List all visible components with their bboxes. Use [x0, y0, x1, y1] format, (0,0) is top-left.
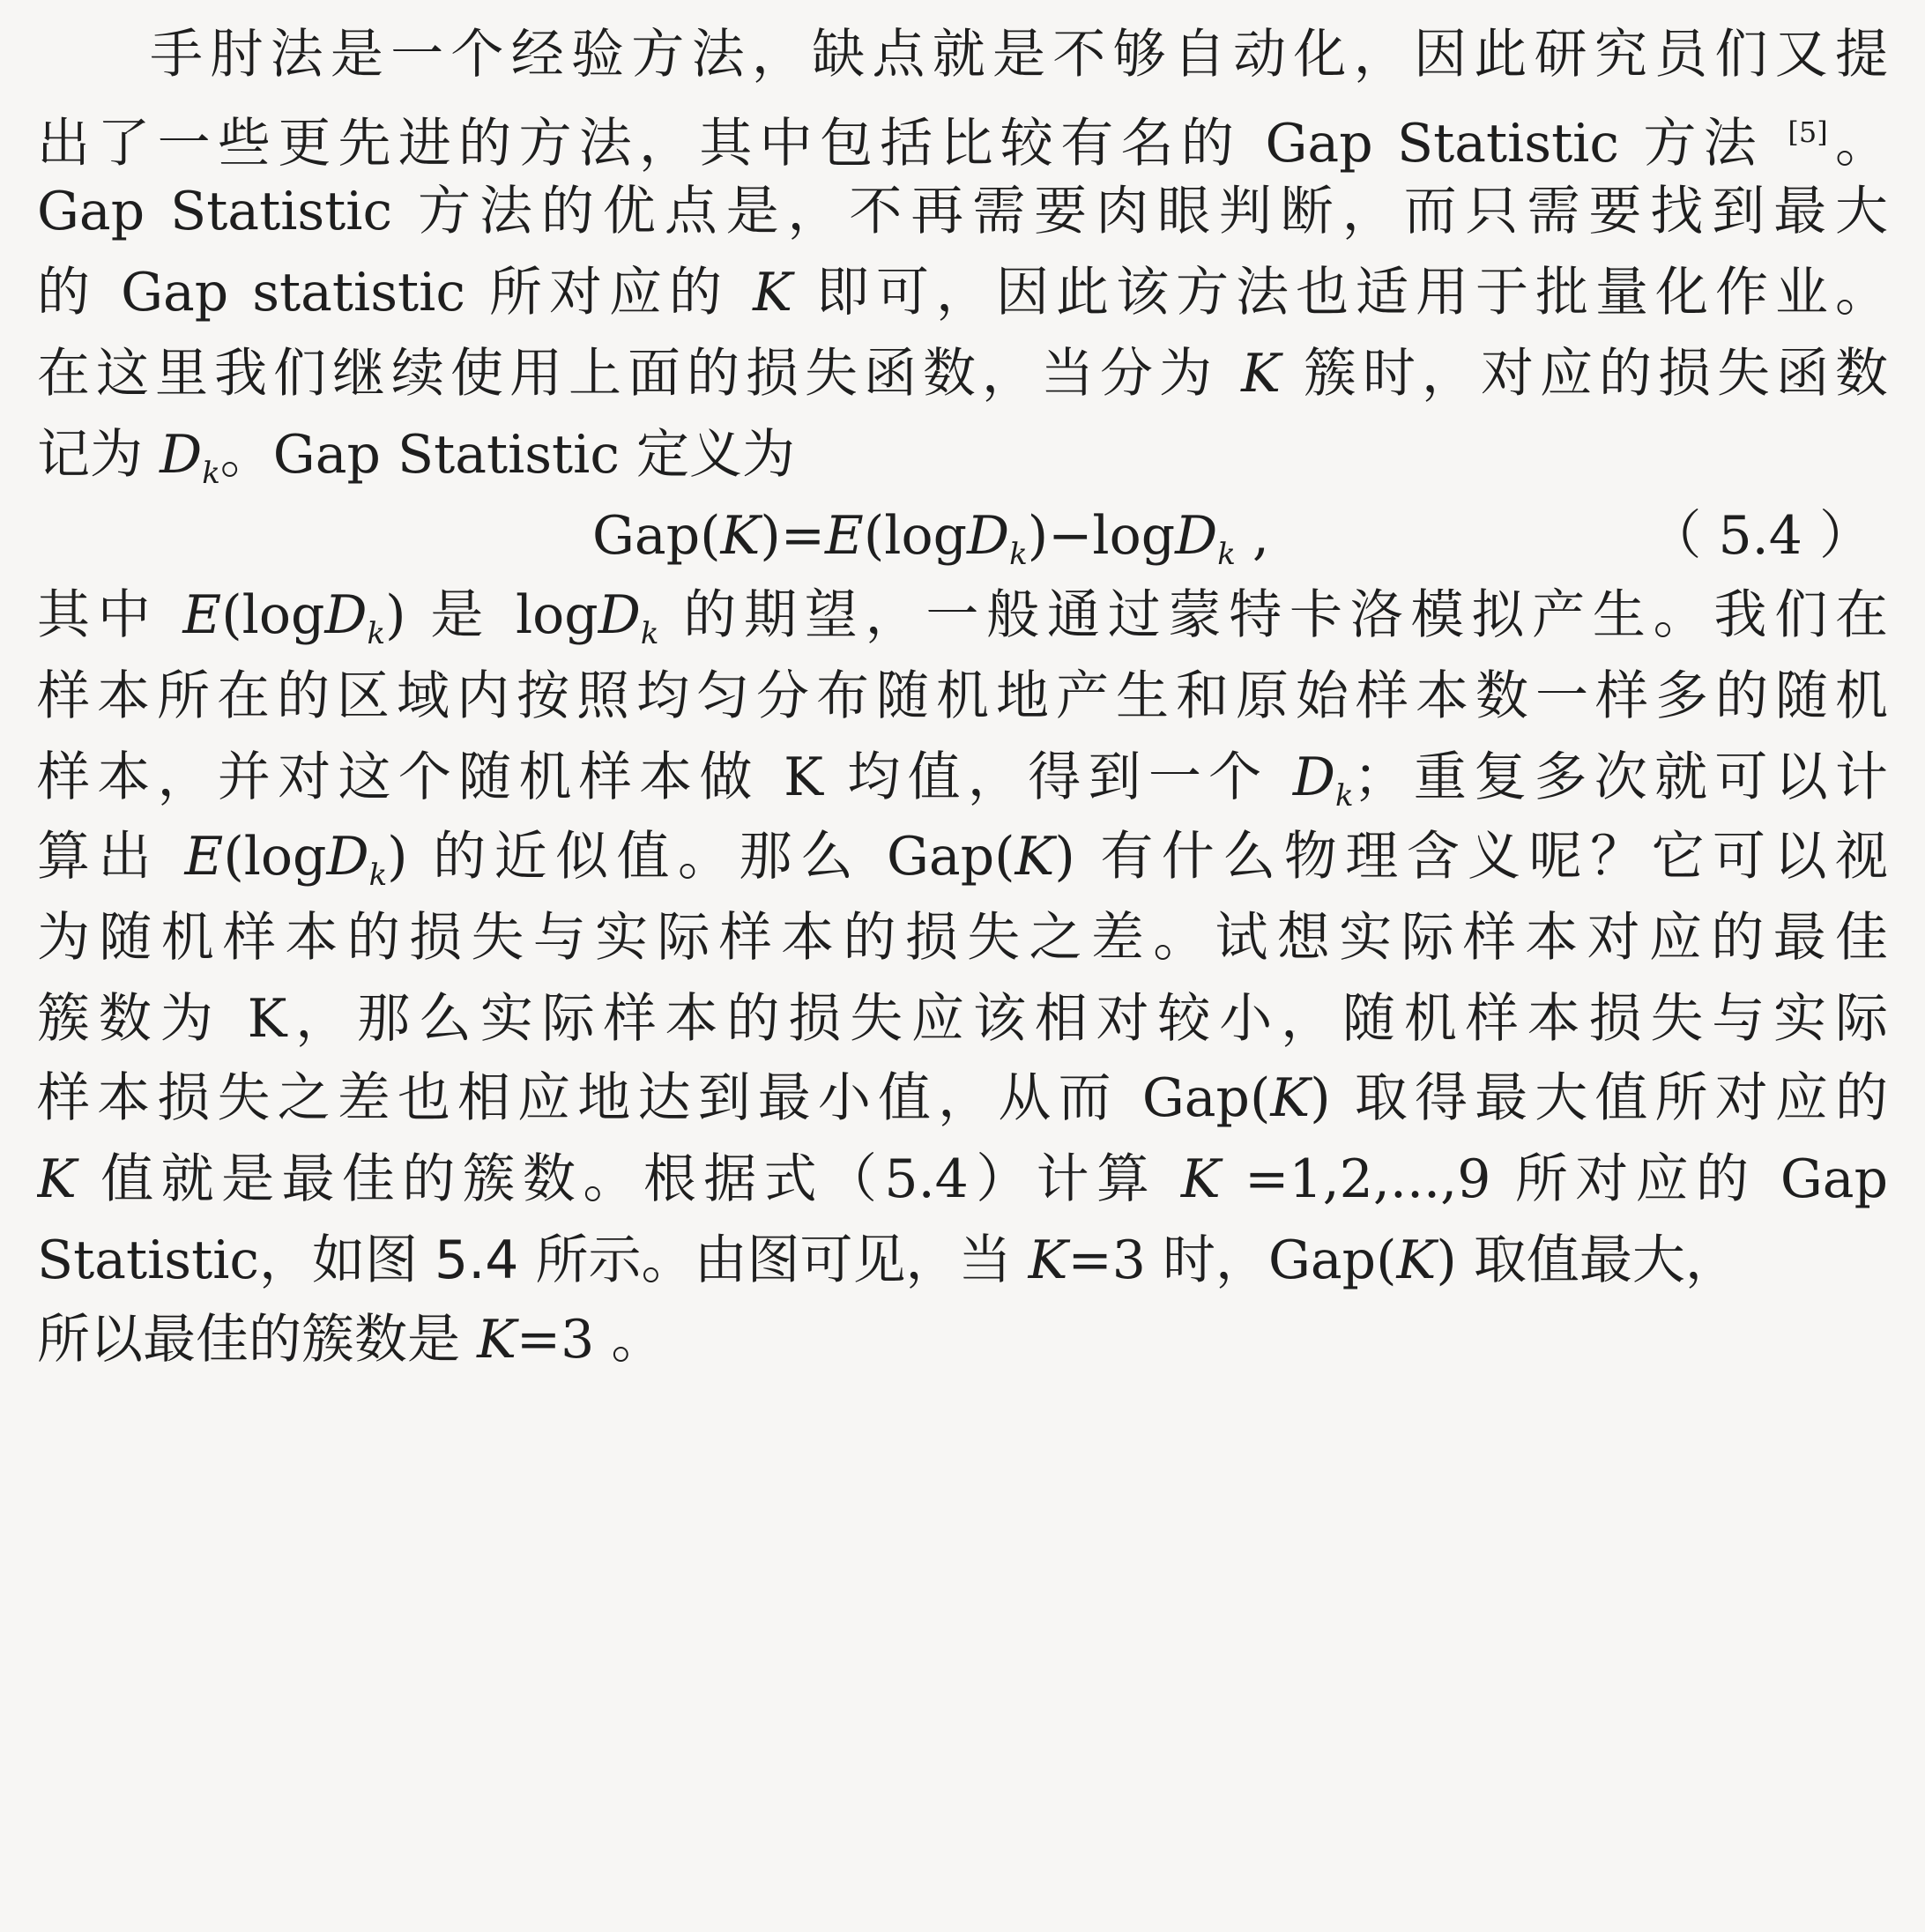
text-segment: 出了一些更先进的方法，其中包括比较有名的: [37, 113, 1266, 175]
math-text: Gap(: [1141, 1067, 1271, 1129]
equation-text: Gap(: [592, 505, 721, 567]
math-subscript: k: [640, 616, 659, 651]
paragraph-line-3: [37, 167, 1888, 256]
math-subscript: k: [1217, 537, 1236, 572]
math-text: =1,2,...,9: [1220, 1148, 1491, 1210]
text-segment: 定义为: [619, 424, 796, 486]
math-variable: E: [825, 505, 864, 567]
term-gap-statistic: Gap Statistic: [1265, 113, 1619, 175]
text-segment: 所以最佳的簇数是: [37, 1309, 478, 1371]
paragraph-line-12: [37, 975, 1888, 1063]
equation-text: ,: [1235, 505, 1269, 567]
text-segment: 其中: [37, 584, 183, 646]
math-variable: K: [1241, 343, 1281, 405]
text-segment: ；重复多次就可以计: [1353, 747, 1888, 808]
paragraph-line-4: [37, 249, 1888, 337]
text-segment: 。: [219, 424, 273, 486]
math-text: log: [515, 584, 598, 646]
text-segment: 簇数为: [37, 988, 248, 1050]
text-segment: 方法的优点是，不再需要肉眼判断，而只需要找到最大: [392, 181, 1888, 242]
paragraph-line-8: [37, 652, 1888, 740]
paragraph-line-11: [37, 894, 1888, 982]
paragraph-line-9: [37, 733, 1888, 821]
text-segment: 均值，得到一个: [822, 747, 1293, 808]
text-segment: ）计算: [968, 1148, 1181, 1210]
math-variable: D: [1175, 505, 1218, 567]
citation-reference: [5]: [1788, 115, 1828, 149]
math-variable: D: [1292, 747, 1335, 808]
paragraph-line-14: [37, 1135, 1888, 1223]
math-variable: D: [967, 505, 1010, 567]
text-segment: 的期望，一般通过蒙特卡洛模拟产生。我们在: [658, 584, 1888, 646]
text-segment: 。: [594, 1309, 665, 1371]
text-segment: 簇时，对应的损失函数: [1280, 343, 1888, 405]
math-text: K: [784, 747, 823, 808]
math-text: ): [385, 584, 406, 646]
paragraph-line-16: [37, 1296, 1888, 1384]
math-text: Gap(: [1267, 1230, 1397, 1291]
text-segment: 算出: [37, 826, 185, 888]
math-text: ): [1054, 826, 1075, 888]
equation-reference: 5.4: [884, 1148, 969, 1210]
text-segment: 样本损失之差也相应地达到最小值，从而: [37, 1067, 1142, 1129]
text-segment: 方法: [1618, 113, 1788, 175]
paragraph-line-1: [150, 11, 1888, 99]
term-gap-statistic: Gap statistic: [121, 262, 465, 323]
paragraph-line-5: [37, 330, 1888, 418]
paragraph-line-10: [37, 813, 1888, 901]
math-variable: E: [184, 826, 224, 888]
text-segment: 的近似值。那么: [407, 826, 887, 888]
math-variable: K: [1270, 1067, 1311, 1129]
math-variable: D: [326, 826, 369, 888]
equation-number: （ 5.4 ）: [1648, 505, 1872, 567]
text-segment: 在这里我们继续使用上面的损失函数，当分为: [37, 343, 1242, 405]
math-variable: D: [598, 584, 641, 646]
math-subscript: k: [202, 456, 220, 491]
math-text: (log: [223, 826, 327, 888]
math-text: ): [387, 826, 408, 888]
text-segment: 值就是最佳的簇数。根据式（: [76, 1148, 885, 1210]
text-segment: 所对应的: [1490, 1148, 1780, 1210]
text-segment: 所对应的: [465, 262, 754, 323]
math-subscript: k: [1334, 778, 1354, 814]
text-segment: ，如图 5.4 所示。由图可见，当: [258, 1230, 1029, 1291]
math-subscript: k: [367, 616, 386, 651]
math-text: Gap(: [887, 826, 1015, 888]
paragraph-line-6: [37, 411, 1888, 499]
text-segment: 为随机样本的损失与实际样本的损失之差。试想实际样本对应的最佳: [37, 907, 1888, 969]
math-variable: D: [324, 584, 368, 646]
term-statistic: Statistic: [37, 1230, 259, 1291]
math-variable: K: [753, 262, 792, 323]
text-segment: 是: [405, 584, 516, 646]
text-segment: 取得最大值所对应的: [1330, 1067, 1888, 1129]
math-variable: K: [720, 505, 761, 567]
paragraph-line-2: [37, 88, 1888, 176]
math-variable: E: [182, 584, 222, 646]
term-gap: Gap: [1780, 1148, 1888, 1210]
paragraph-line-7: [37, 571, 1888, 659]
math-variable: K: [1180, 1148, 1221, 1210]
math-variable: K: [37, 1148, 77, 1210]
equation-text: )−log: [1027, 505, 1176, 567]
math-text: K: [247, 988, 287, 1050]
text-segment: 取值最大，: [1456, 1230, 1738, 1291]
text-segment: 样本所在的区域内按照均匀分布随机地产生和原始样本数一样多的随机: [37, 665, 1888, 727]
math-variable: K: [1028, 1230, 1068, 1291]
term-gap-statistic: Gap Statistic: [272, 424, 620, 486]
text-segment: ，那么实际样本的损失应该相对较小，随机样本损失与实际: [286, 988, 1888, 1050]
text-segment: 有什么物理含义呢？它可以视: [1074, 826, 1888, 888]
text-segment: 记为: [37, 424, 160, 486]
math-variable: K: [477, 1309, 517, 1371]
math-text: =3: [1067, 1230, 1146, 1291]
math-variable: K: [1015, 826, 1055, 888]
math-text: =3: [516, 1309, 595, 1371]
text-segment: 。: [1827, 113, 1888, 175]
paragraph-line-13: [37, 1054, 1888, 1142]
math-text: (log: [221, 584, 325, 646]
equation-text: )=: [760, 505, 826, 567]
text-segment: 手肘法是一个经验方法，缺点就是不够自动化，因此研究员们又提: [150, 24, 1888, 85]
math-subscript: k: [368, 858, 388, 893]
math-variable: K: [1396, 1230, 1437, 1291]
paragraph-line-15: [37, 1216, 1888, 1304]
text-segment: 时，: [1145, 1230, 1268, 1291]
equation-text: (log: [863, 505, 967, 567]
math-variable: D: [160, 424, 203, 486]
display-equation: [37, 492, 1888, 580]
text-segment: 即可，因此该方法也适用于批量化作业。: [792, 262, 1888, 323]
text-segment: 的: [37, 262, 122, 323]
math-subscript: k: [1009, 537, 1028, 572]
term-gap-statistic: Gap Statistic: [37, 181, 393, 242]
text-segment: 样本，并对这个随机样本做: [37, 747, 784, 808]
math-text: ): [1436, 1230, 1457, 1291]
math-text: ): [1310, 1067, 1331, 1129]
